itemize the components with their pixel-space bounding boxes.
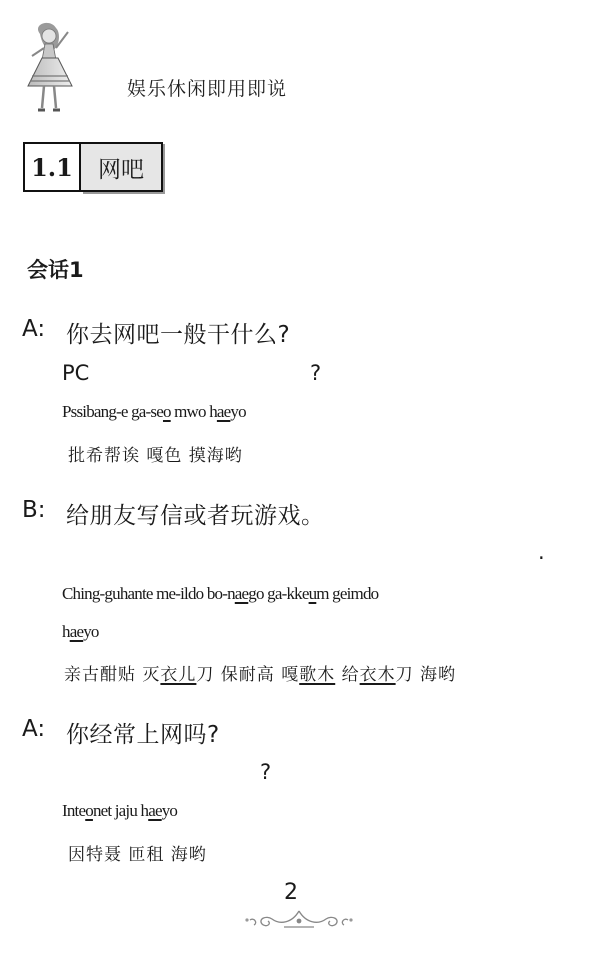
korean-line-start: PC [62,361,90,385]
page-number: 2 [284,880,298,905]
romanization-line: Pssibang-e ga-seo mwo haeyo [62,402,246,421]
pronunciation-line: 亲古酣贴 灭衣儿刀 保耐高 嘎歌木 给衣木刀 海哟 [64,665,457,685]
chinese-line: 你经常上网吗? [66,722,220,748]
speaker-label: A: [22,316,46,342]
decorative-scroll-ornament-icon [244,905,354,931]
speaker-label: B: [22,497,46,523]
romanization-line-continued: haeyo [62,622,99,641]
chinese-line: 给朋友写信或者玩游戏。 [66,503,325,529]
section-name: 网吧 [81,142,163,192]
girl-illustration-icon [18,20,80,116]
korean-line-end: . [538,540,545,564]
header-title: 娱乐休闲即用即说 [127,78,288,100]
section-number: 1.1 [23,142,81,192]
section-heading [23,142,163,194]
romanization-line: Ching-guhante me-ildo bo-naego ga-kkeum geimdo [62,584,379,603]
pronunciation-line: 因特聂 匝租 海哟 [68,845,207,865]
korean-line-end: ? [310,361,322,385]
dialog-title: 会话1 [27,258,84,282]
pronunciation-line: 批希帮诶 嘎色 摸海哟 [68,446,243,466]
chinese-line: 你去网吧一般干什么? [66,322,291,348]
romanization-line: Inteonet jaju haeyo [62,801,178,820]
korean-line-end: ? [260,760,272,784]
speaker-label: A: [22,716,46,742]
